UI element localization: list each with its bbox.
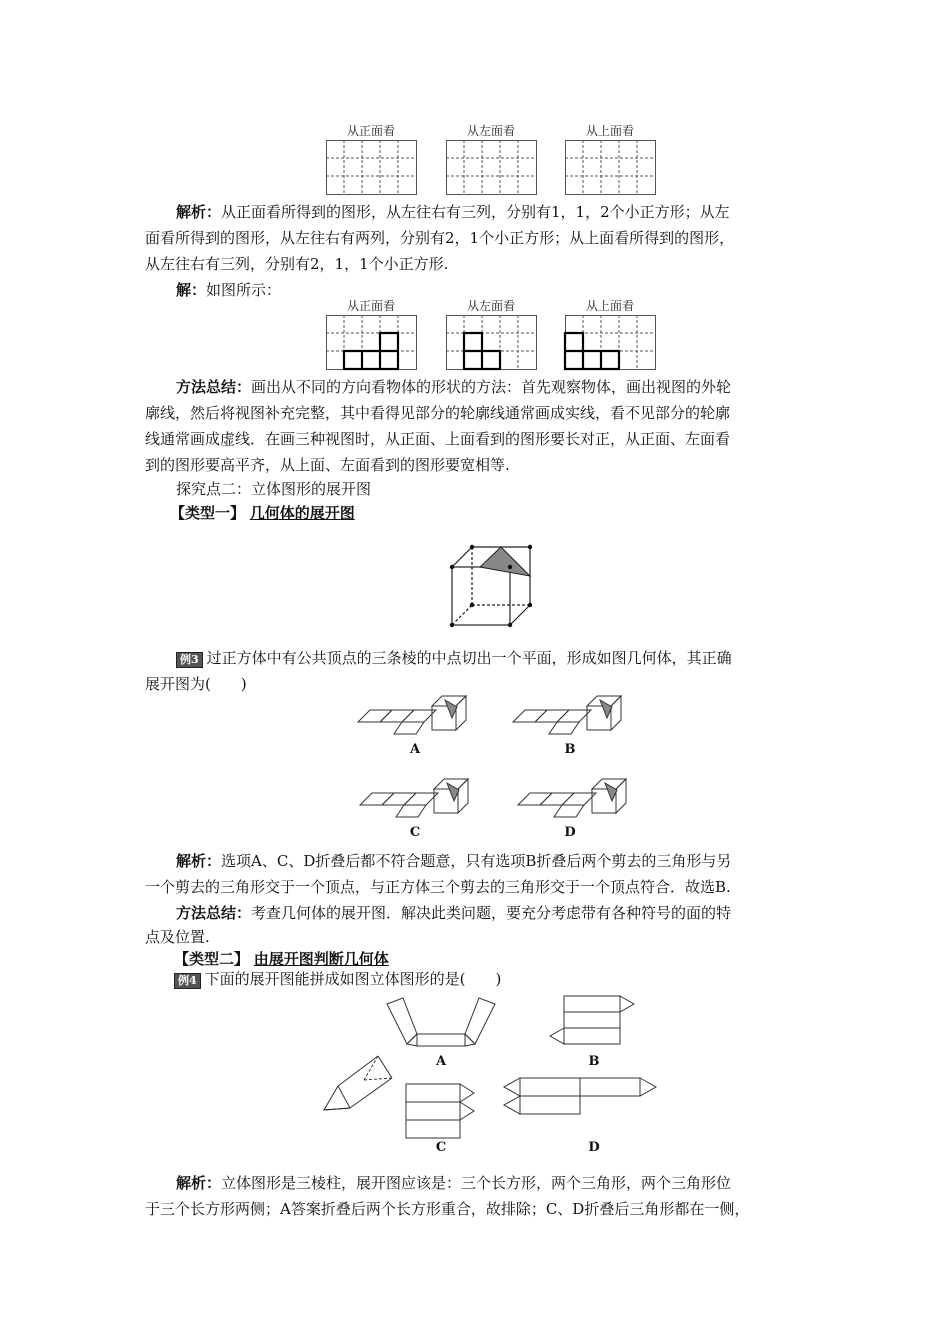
- type1-bracket: 【类型一】: [170, 504, 246, 522]
- ex3-option-d: D: [564, 825, 576, 840]
- ex4-triangular-prism: [320, 1052, 406, 1126]
- grid-front-answer: [326, 315, 418, 371]
- grid-left-empty: [446, 140, 538, 196]
- method1-line4: 到的图形要高平齐，从上面、左面看到的图形要宽相等.: [145, 456, 510, 474]
- ex3-net-c: [360, 777, 480, 821]
- analysis1-line2: 面看所得到的图形，从左往右有两列，分别有2，1个小正方形；从上面看所得到的图形，: [145, 229, 735, 247]
- analysis1-label: 解析：: [176, 203, 222, 221]
- analysis3-label: 解析：: [176, 852, 222, 870]
- grid-top-answer: [565, 315, 657, 371]
- analysis1-line1: 解析：从正面看所得到的图形，从左往右有三列，分别有1，1，2个小正方形；从左: [176, 203, 730, 221]
- method3-label: 方法总结：: [176, 904, 252, 922]
- ex3-net-d: [518, 777, 638, 821]
- answer-label-top: 从上面看: [585, 299, 634, 313]
- ex4-net-a: [383, 996, 501, 1052]
- ex3-line1: 例3 过正方体中有公共顶点的三条棱的中点切出一个平面，形成如图几何体，其正确: [176, 645, 732, 671]
- type2-bracket: 【类型二】: [174, 950, 250, 968]
- ex3-line2: 展开图为( ): [145, 675, 247, 693]
- analysis3-line1: 解析：选项A、C、D折叠后都不符合题意，只有选项B折叠后两个剪去的三角形与另: [176, 852, 732, 870]
- type1-title: 几何体的展开图: [249, 504, 355, 522]
- analysis4-label: 解析：: [176, 1174, 222, 1192]
- grid-left-answer: [446, 315, 538, 371]
- ex4-line: 例4 下面的展开图能拼成如图立体图形的是( ): [174, 966, 501, 992]
- method1-line2: 廓线，然后将视图补充完整，其中看得见部分的轮廓线通常画成实线，看不见部分的轮廓: [145, 404, 731, 422]
- analysis4-line1: 解析：立体图形是三棱柱，展开图应该是：三个长方形，两个三角形，两个三角形位: [176, 1174, 732, 1192]
- solution-line: 解：如图所示：: [176, 281, 282, 299]
- method3-line2: 点及位置.: [145, 928, 210, 946]
- ex4-option-b: B: [588, 1054, 600, 1069]
- ex3-option-b: B: [564, 742, 576, 757]
- ex3-option-a: A: [409, 742, 421, 757]
- ex4-option-a: A: [435, 1054, 447, 1069]
- explore2-heading: 探究点二：立体图形的展开图: [176, 480, 372, 498]
- method1-line1: 方法总结：画出从不同的方向看物体的形状的方法：首先观察物体，画出视图的外轮: [176, 378, 732, 396]
- grid-front-empty: [326, 140, 418, 196]
- type1-heading: [170, 500, 355, 526]
- view-label-top: 从上面看: [585, 124, 634, 138]
- analysis1-line3: 从左往右有三列，分别有2，1，1个小正方形.: [145, 255, 449, 273]
- solution-label: 解：: [176, 281, 207, 299]
- analysis3-line2: 一个剪去的三角形交于一个顶点，与正方体三个剪去的三角形交于一个顶点符合．故选B.: [145, 878, 731, 896]
- ex4-net-c: [400, 1082, 488, 1140]
- answer-label-front: 从正面看: [346, 299, 395, 313]
- ex4-option-d: D: [588, 1140, 600, 1155]
- ex4-net-d: [500, 1074, 662, 1116]
- grid-top-empty: [565, 140, 657, 196]
- analysis4-line2: 于三个长方形两侧；A答案折叠后两个长方形重合，故排除；C、D折叠后三角形都在一侧，: [145, 1200, 750, 1218]
- ex3-tag: 例3: [176, 652, 203, 668]
- method1-line3: 线通常画成虚线．在画三种视图时，从正面、上面看到的图形要长对正，从正面、左面看: [145, 430, 731, 448]
- cut-cube-figure: [450, 545, 540, 635]
- method1-label: 方法总结：: [176, 378, 252, 396]
- ex4-option-c: C: [435, 1140, 447, 1155]
- ex3-option-c: C: [409, 825, 421, 840]
- view-label-left: 从左面看: [466, 124, 515, 138]
- ex4-net-b: [546, 992, 656, 1052]
- ex4-tag: 例4: [174, 973, 201, 989]
- answer-label-left: 从左面看: [466, 299, 515, 313]
- method3-line1: 方法总结：考查几何体的展开图．解决此类问题，要充分考虑带有各种符号的面的特: [176, 904, 732, 922]
- type2-title: 由展开图判断几何体: [253, 950, 389, 968]
- view-label-front: 从正面看: [346, 124, 395, 138]
- ex3-net-b: [513, 694, 633, 738]
- ex3-net-a: [358, 694, 478, 738]
